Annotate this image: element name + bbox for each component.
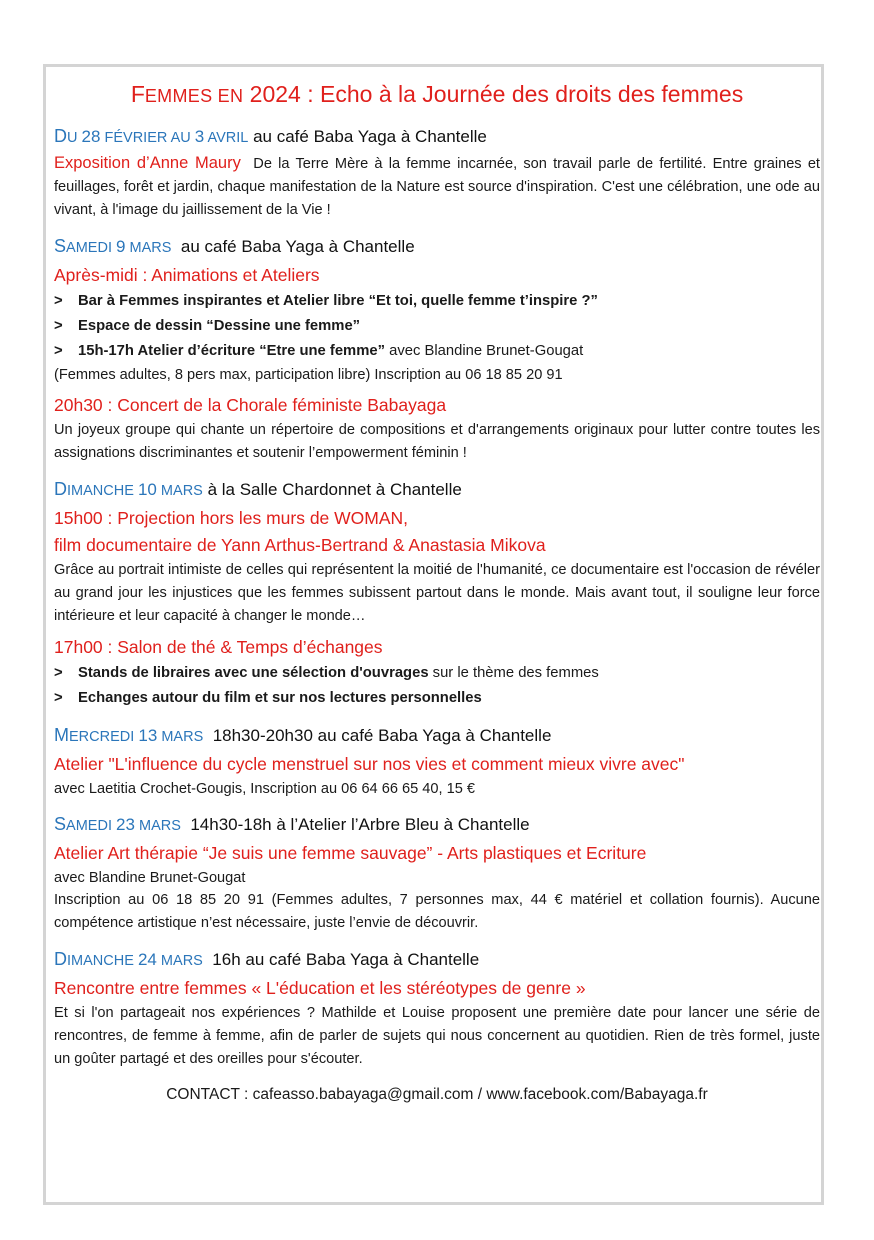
event-place: 16h au café Baba Yaga à Chantelle — [212, 950, 480, 969]
event-date-line — [54, 234, 820, 260]
event-description: Grâce au portrait intimiste de celles qui représentent la moitié de l'humanité, ce documentaire est l'occasion de révéler au grand jour les injustices que les femmes subissent partout dans le monde. Mais avant tout, il souligne leur force intérieure et leur capacité à changer le monde… — [54, 562, 820, 624]
event-date-line — [54, 947, 820, 973]
event-samedi-23 — [54, 812, 820, 935]
event-heading: Atelier Art thérapie “Je suis une femme sauvage” - Arts plastiques et Ecriture — [54, 843, 647, 863]
event-date: DU 28 FÉVRIER AU 3 AVRIL — [54, 126, 249, 146]
event-date: DIMANCHE 24 MARS — [54, 949, 203, 969]
event-mercredi-13 — [54, 723, 820, 800]
event-date-line — [54, 477, 820, 503]
list-item: > Espace de dessin “Dessine une femme” — [54, 318, 361, 334]
contact-line: CONTACT : cafeasso.babayaga@gmail.com / www.facebook.com/Babayaga.fr — [166, 1086, 708, 1103]
event-place: au café Baba Yaga à Chantelle — [253, 127, 487, 146]
event-description: Un joyeux groupe qui chante un répertoire de compositions et d'arrangements originaux pour lutter contre toutes les assignations discriminantes et soutenir l’empowerment féminin ! — [54, 422, 820, 461]
event-heading: 15h00 : Projection hors les murs de WOMAN, — [54, 508, 409, 528]
list-item: > Echanges autour du film et sur nos lectures personnelles — [54, 690, 482, 706]
event-heading-salon: 17h00 : Salon de thé & Temps d’échanges — [54, 637, 383, 657]
event-place: au café Baba Yaga à Chantelle — [180, 237, 415, 256]
event-heading-concert: 20h30 : Concert de la Chorale féministe Babayaga — [54, 395, 447, 415]
event-heading: Rencontre entre femmes « L'éducation et les stéréotypes de genre » — [54, 978, 586, 998]
event-description: Et si l'on partageait nos expériences ? Mathilde et Louise proposent une première date pour lancer une série de rencontres, de femme à femme, afin de parler de sujets qui nous concernent au quotidien. Rien de très formel, juste un goûter partagé et des oreilles pour s'écouter. — [54, 1005, 820, 1067]
event-date: SAMEDI 23 MARS — [54, 814, 181, 834]
event-place: 14h30-18h à l’Atelier l’Arbre Bleu à Chantelle — [190, 815, 530, 834]
event-samedi-9 — [54, 234, 820, 465]
event-heading: Exposition d’Anne Maury — [54, 154, 241, 172]
event-heading: Atelier "L'influence du cycle menstruel sur nos vies et comment mieux vivre avec" — [54, 754, 685, 774]
flyer — [54, 78, 820, 1107]
event-place: à la Salle Chardonnet à Chantelle — [207, 480, 462, 499]
event-note: (Femmes adultes, 8 pers max, participation libre) Inscription au 06 18 85 20 91 — [54, 367, 563, 383]
event-date-line — [54, 812, 820, 838]
event-heading: Après-midi : Animations et Ateliers — [54, 265, 320, 285]
event-date: DIMANCHE 10 MARS — [54, 479, 203, 499]
event-date: SAMEDI 9 MARS — [54, 236, 172, 256]
event-date: MERCREDI 13 MARS — [54, 725, 204, 745]
event-note: avec Laetitia Crochet-Gougis, Inscription au 06 64 66 65 40, 15 € — [54, 781, 476, 797]
event-exposition — [54, 124, 820, 222]
event-date-line — [54, 124, 820, 150]
page-title: FEMMES EN 2024 : Echo à la Journée des droits des femmes — [130, 81, 744, 107]
list-item: > Stands de libraires avec une sélection d'ouvrages sur le thème des femmes — [54, 665, 599, 681]
event-date-line — [54, 723, 820, 749]
list-item: > 15h-17h Atelier d’écriture “Etre une femme” avec Blandine Brunet-Gougat — [54, 343, 584, 359]
list-item: > Bar à Femmes inspirantes et Atelier libre “Et toi, quelle femme t’inspire ?” — [54, 293, 598, 309]
event-heading-film: film documentaire de Yann Arthus-Bertrand & Anastasia Mikova — [54, 535, 546, 555]
event-note: avec Blandine Brunet-Gougat — [54, 870, 246, 886]
event-place: 18h30-20h30 au café Baba Yaga à Chantelle — [212, 726, 552, 745]
event-description: Inscription au 06 18 85 20 91 (Femmes adultes, 7 personnes max, 44 € matériel et collation fournis). Aucune compétence artistique n’est nécessaire, juste l’envie de découvrir. — [54, 892, 820, 931]
event-dimanche-24 — [54, 947, 820, 1071]
event-description: Exposition d’Anne Maury De la Terre Mère à la femme incarnée, son travail parle de fertilité. Entre graines et feuillages, forêt et jardin, chaque manifestation de la Nature est source d'inspiration. C'est une célébration, une ode au vivant, à l'image du jaillissement de la Vie ! — [54, 154, 820, 218]
event-dimanche-10 — [54, 477, 820, 711]
